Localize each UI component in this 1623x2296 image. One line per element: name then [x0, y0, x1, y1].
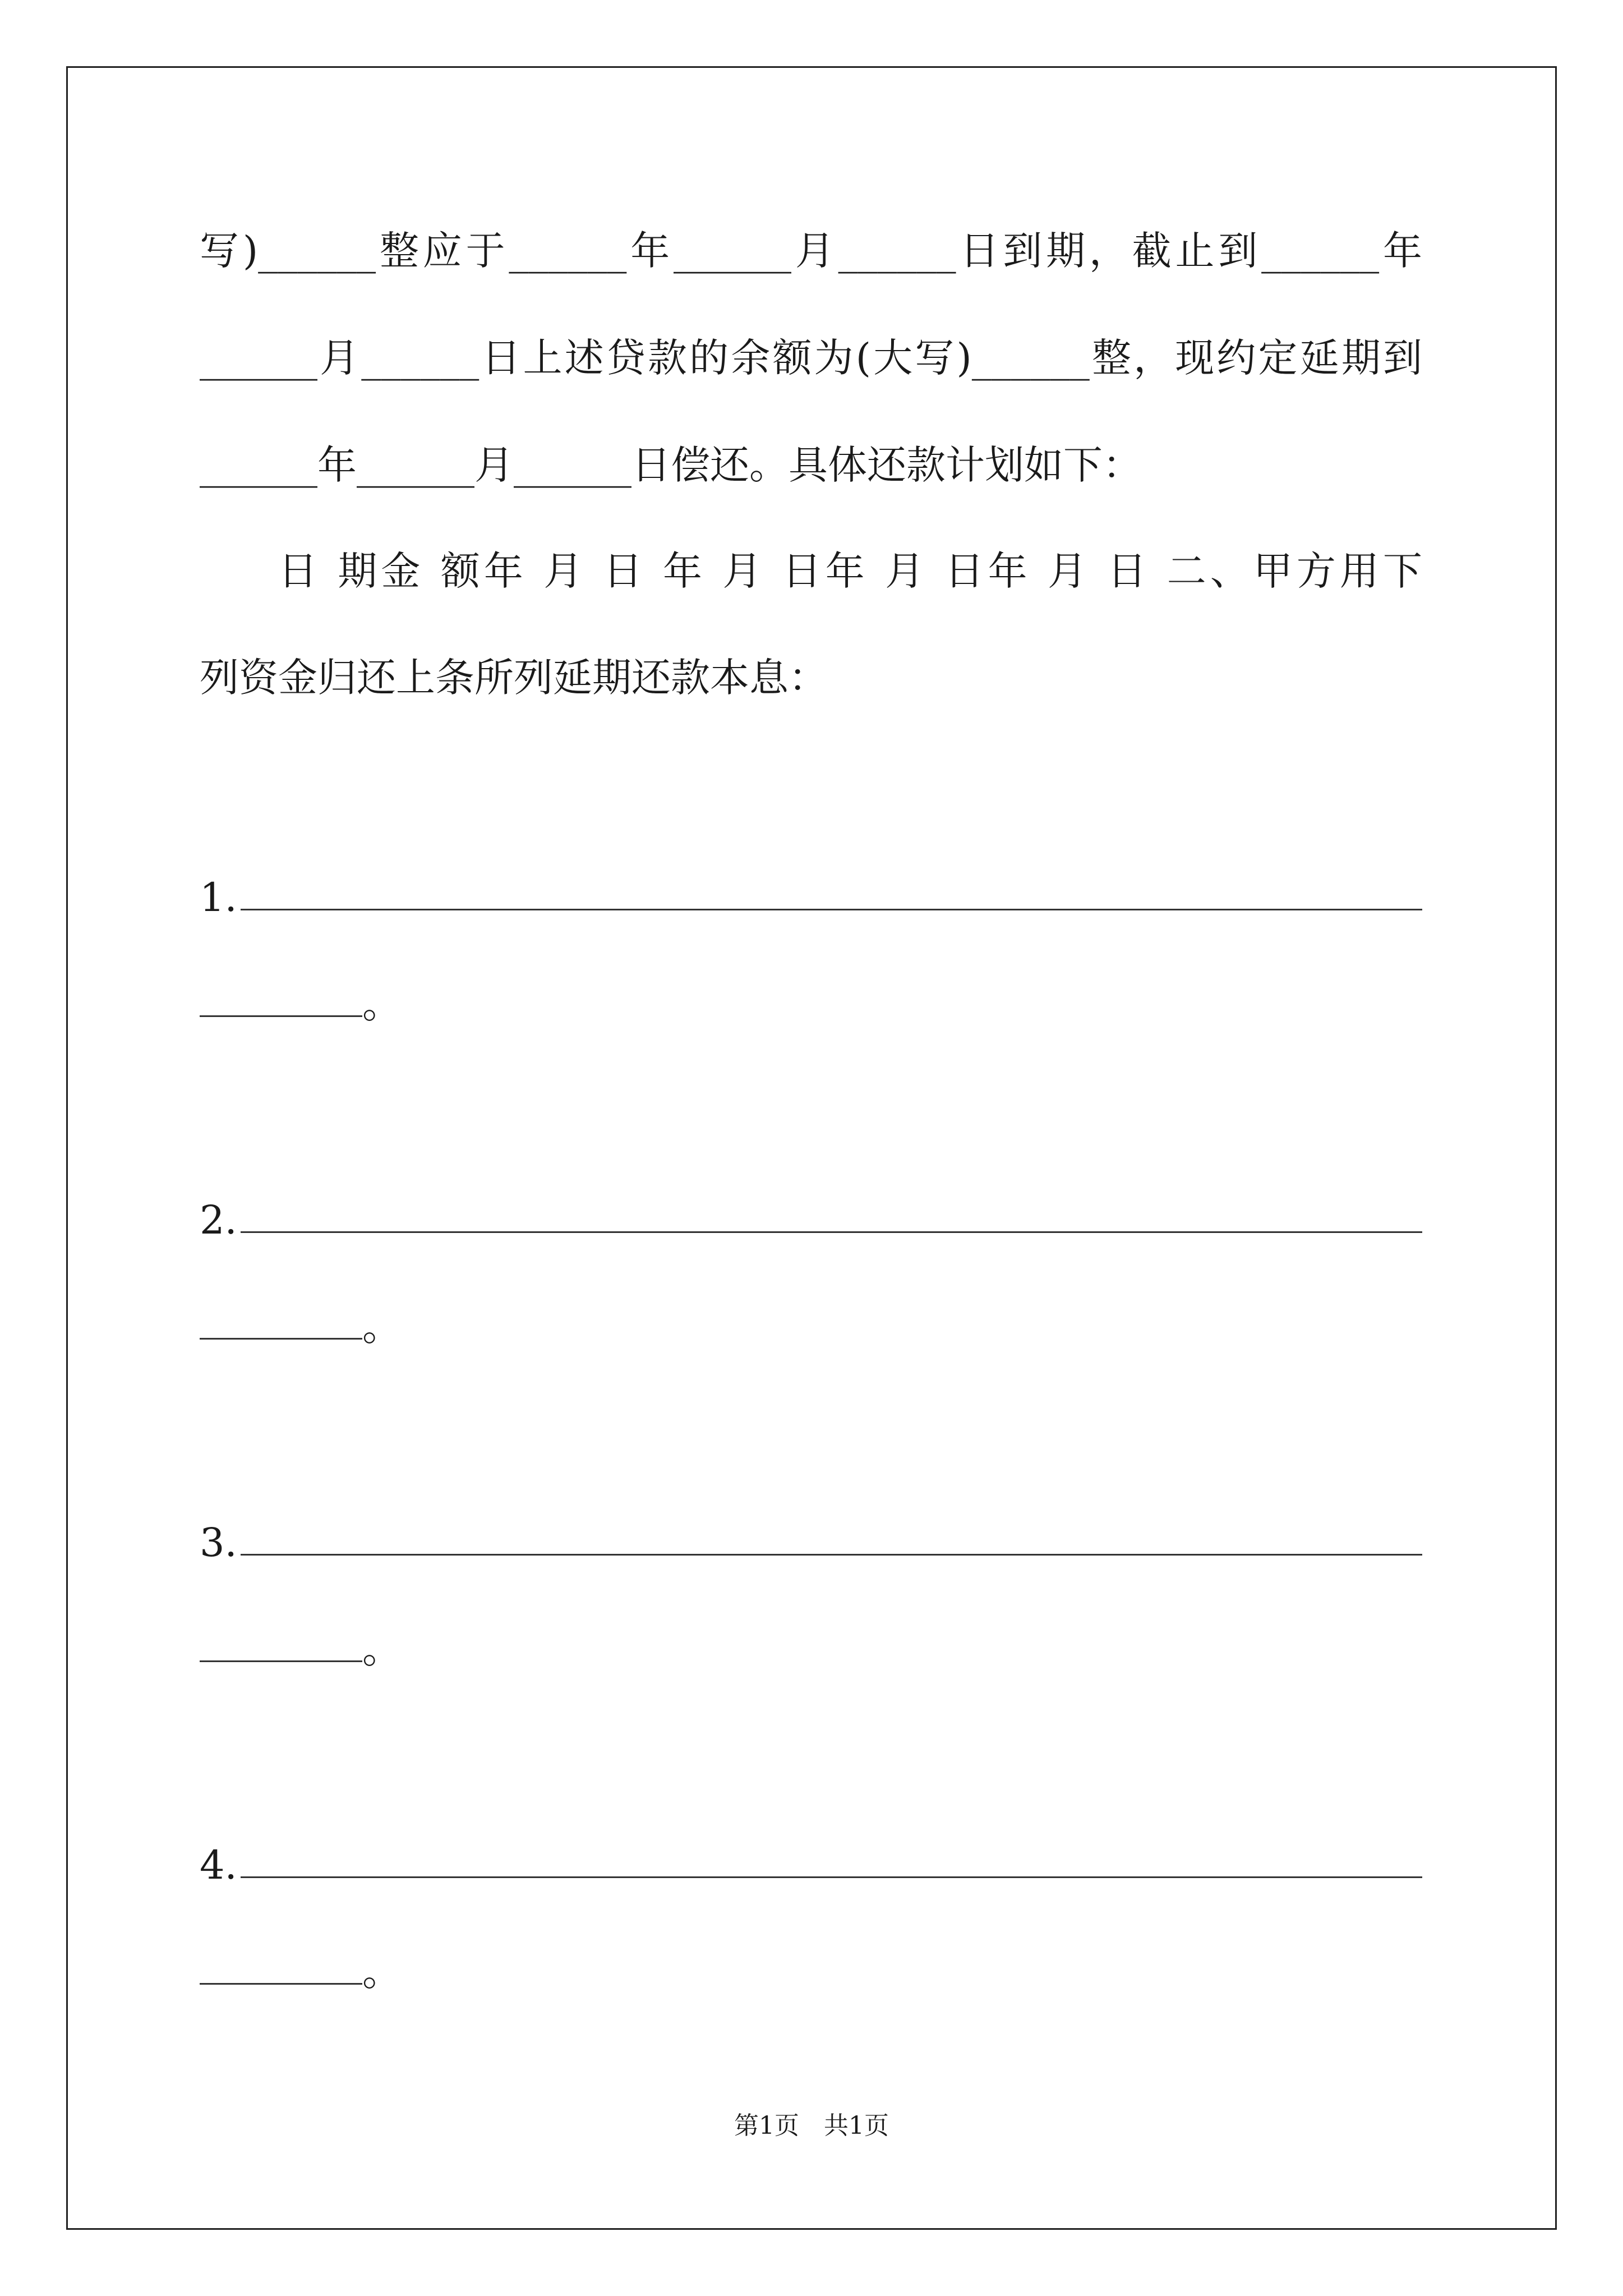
blank-rule	[200, 1983, 362, 1985]
item-number: 4.	[200, 1842, 237, 1888]
blank-rule	[241, 909, 1422, 910]
item-end-mark: 。	[362, 1626, 402, 1672]
item-number: 3.	[200, 1520, 237, 1566]
paragraph-line: ______年______月______日偿还。具体还款计划如下：	[200, 442, 1142, 488]
page-border	[66, 66, 1557, 2230]
item-end-mark: 。	[362, 1949, 402, 1995]
fill-line-tail-1	[200, 979, 402, 1029]
fill-line-tail-2	[200, 1301, 402, 1352]
page-number-footer: 第1页 共1页	[734, 2111, 889, 2140]
fill-line-item-2	[200, 1195, 1422, 1245]
fill-line-item-3	[200, 1517, 1422, 1568]
paragraph-line: 列资金归还上条所列延期还款本息：	[200, 655, 828, 701]
blank-rule	[200, 1015, 362, 1017]
item-end-mark: 。	[362, 981, 402, 1027]
paragraph-line: 写)______整应于______年______月______日到期，截止到______年	[200, 228, 1422, 274]
item-end-mark: 。	[362, 1304, 402, 1350]
blank-rule	[200, 1338, 362, 1340]
fill-line-tail-4	[200, 1947, 402, 1997]
blank-rule	[241, 1554, 1422, 1556]
item-number: 2.	[200, 1197, 237, 1243]
fill-line-tail-3	[200, 1624, 402, 1674]
fill-line-item-4	[200, 1840, 1422, 1890]
fill-line-item-1	[200, 872, 1422, 923]
paragraph-line: ______月______日上述贷款的余额为(大写)______整，现约定延期到	[200, 335, 1422, 381]
blank-rule	[241, 1231, 1422, 1233]
item-number: 1.	[200, 875, 237, 921]
blank-rule	[200, 1660, 362, 1662]
paragraph-line: 日 期金 额年 月 日 年 月 日年 月 日年 月 日 二、甲方用下	[278, 548, 1422, 594]
blank-rule	[241, 1876, 1422, 1878]
